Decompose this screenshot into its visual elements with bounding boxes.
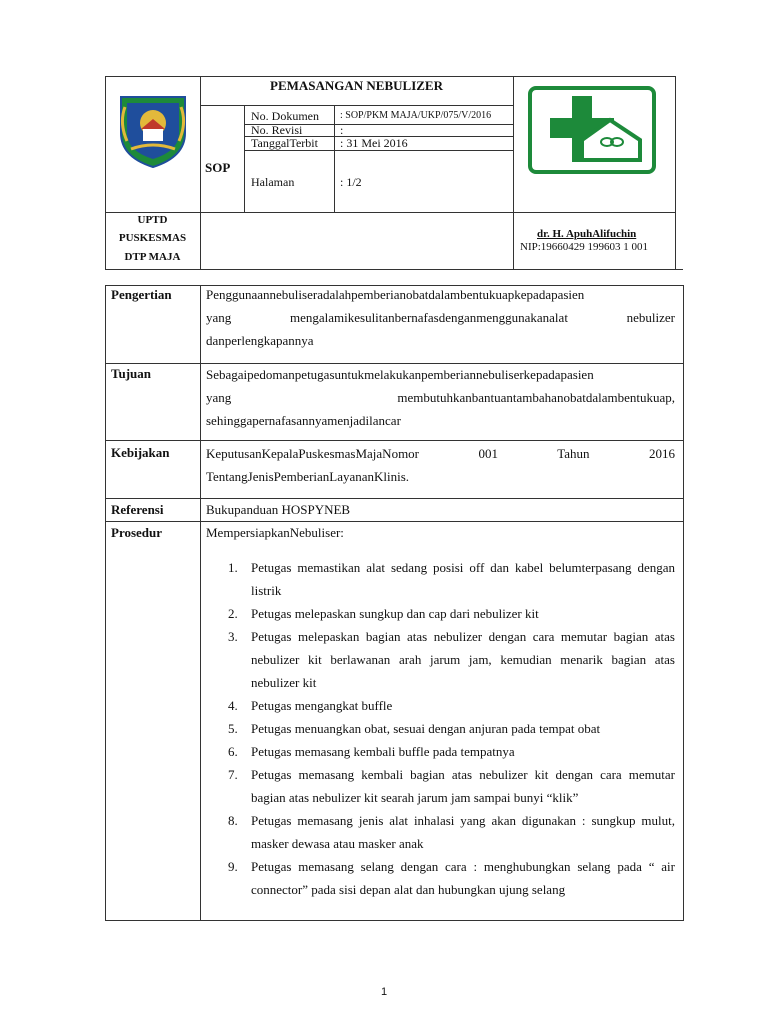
document-title: PEMASANGAN NEBULIZER <box>270 78 443 93</box>
tujuan-line-3: sehinggapernafasannyamenjadilancar <box>206 413 401 428</box>
step-text: Petugas melepaskan sungkup dan cap dari nebulizer kit <box>251 606 539 621</box>
step-text: Petugas mengangkat buffle <box>251 698 393 713</box>
no-revisi-label: No. Revisi <box>251 123 303 137</box>
list-item <box>228 694 675 717</box>
label-prosedur: Prosedur <box>111 525 163 540</box>
kebijakan-line-1: KeputusanKepalaPuskesmasMajaNomor 001 Tahun 2016 <box>206 446 675 461</box>
list-item <box>228 556 675 602</box>
tujuan-line-2: yang membutuhkanbantuantambahanobatdalambentukuap, <box>206 390 675 405</box>
step-number: 5. <box>228 721 238 736</box>
step-number: 4. <box>228 698 238 713</box>
org-line-3: DTP MAJA <box>124 251 181 263</box>
label-pengertian: Pengertian <box>111 287 172 302</box>
step-number: 2. <box>228 606 238 621</box>
tanggal-terbit-value: : 31 Mei 2016 <box>340 136 408 150</box>
step-number: 1. <box>228 560 238 575</box>
list-item <box>228 809 675 855</box>
step-number: 8. <box>228 813 238 828</box>
prosedur-steps <box>228 556 675 901</box>
sop-label: SOP <box>205 160 231 175</box>
step-text: Petugas memasang jenis alat inhalasi yang akan digunakan : sungkup mulut, masker dewasa atau masker anak <box>251 813 675 851</box>
list-item <box>228 602 675 625</box>
list-item <box>228 740 675 763</box>
signer-name: dr. H. ApuhAlifuchin <box>537 228 637 240</box>
step-text: Petugas memasang kembali buffle pada tempatnya <box>251 744 515 759</box>
label-kebijakan: Kebijakan <box>111 445 170 460</box>
puskesmas-logo-icon <box>528 86 656 174</box>
step-text: Petugas memasang kembali bagian atas nebulizer kit dengan cara memutar bagian atas nebulizer kit searah jarum jam sampai bunyi “klik” <box>251 767 675 805</box>
label-tujuan: Tujuan <box>111 366 151 381</box>
no-dokumen-label: No. Dokumen <box>251 109 319 123</box>
signer-nip: NIP:19660429 199603 1 001 <box>520 241 649 253</box>
referensi-text: Bukupanduan HOSPYNEB <box>206 502 351 517</box>
page-number: 1 <box>380 986 388 998</box>
step-text: Petugas memastikan alat sedang posisi off dan kabel belumterpasang dengan listrik <box>251 560 675 598</box>
list-item <box>228 763 675 809</box>
org-line-1: UPTD <box>137 214 168 226</box>
no-revisi-value: : <box>340 123 344 137</box>
pengertian-line-1: Penggunaannebuliseradalahpemberianobatdalambentukuapkepadapasien <box>206 287 585 302</box>
step-number: 9. <box>228 859 238 874</box>
step-number: 7. <box>228 767 238 782</box>
pengertian-line-3: danperlengkapannya <box>206 333 314 348</box>
list-item <box>228 855 675 901</box>
kebijakan-line-2: TentangJenisPemberianLayananKlinis. <box>206 469 410 484</box>
halaman-value: : 1/2 <box>340 175 362 189</box>
no-dokumen-value: : SOP/PKM MAJA/UKP/075/V/2016 <box>340 110 492 121</box>
halaman-label: Halaman <box>251 175 295 189</box>
step-text: Petugas melepaskan bagian atas nebulizer dengan cara memutar bagian atas nebulizer kit berlawanan arah jarum jam, kemudian menarik bagian atas nebulizer kit <box>251 629 675 690</box>
step-text: Petugas menuangkan obat, sesuai dengan anjuran pada tempat obat <box>251 721 601 736</box>
prosedur-intro: MempersiapkanNebuliser: <box>206 525 344 540</box>
pengertian-line-2: yang mengalamikesulitanbernafasdenganmenggunakanalat nebulizer <box>206 310 675 325</box>
list-item <box>228 717 675 740</box>
org-line-2: PUSKESMAS <box>118 232 187 244</box>
tujuan-line-1: Sebagaipedomanpetugasuntukmelakukanpemberiannebuliserkepadapasien <box>206 367 594 382</box>
label-referensi: Referensi <box>111 502 164 517</box>
step-text: Petugas memasang selang dengan cara : menghubungkan selang pada “ air connector” pada sisi depan alat dan hubungkan ujung selang <box>251 859 675 897</box>
list-item <box>228 625 675 694</box>
step-number: 3. <box>228 629 238 644</box>
step-number: 6. <box>228 744 238 759</box>
tanggal-terbit-label: TanggalTerbit <box>251 136 318 150</box>
regency-seal-icon <box>117 93 189 169</box>
